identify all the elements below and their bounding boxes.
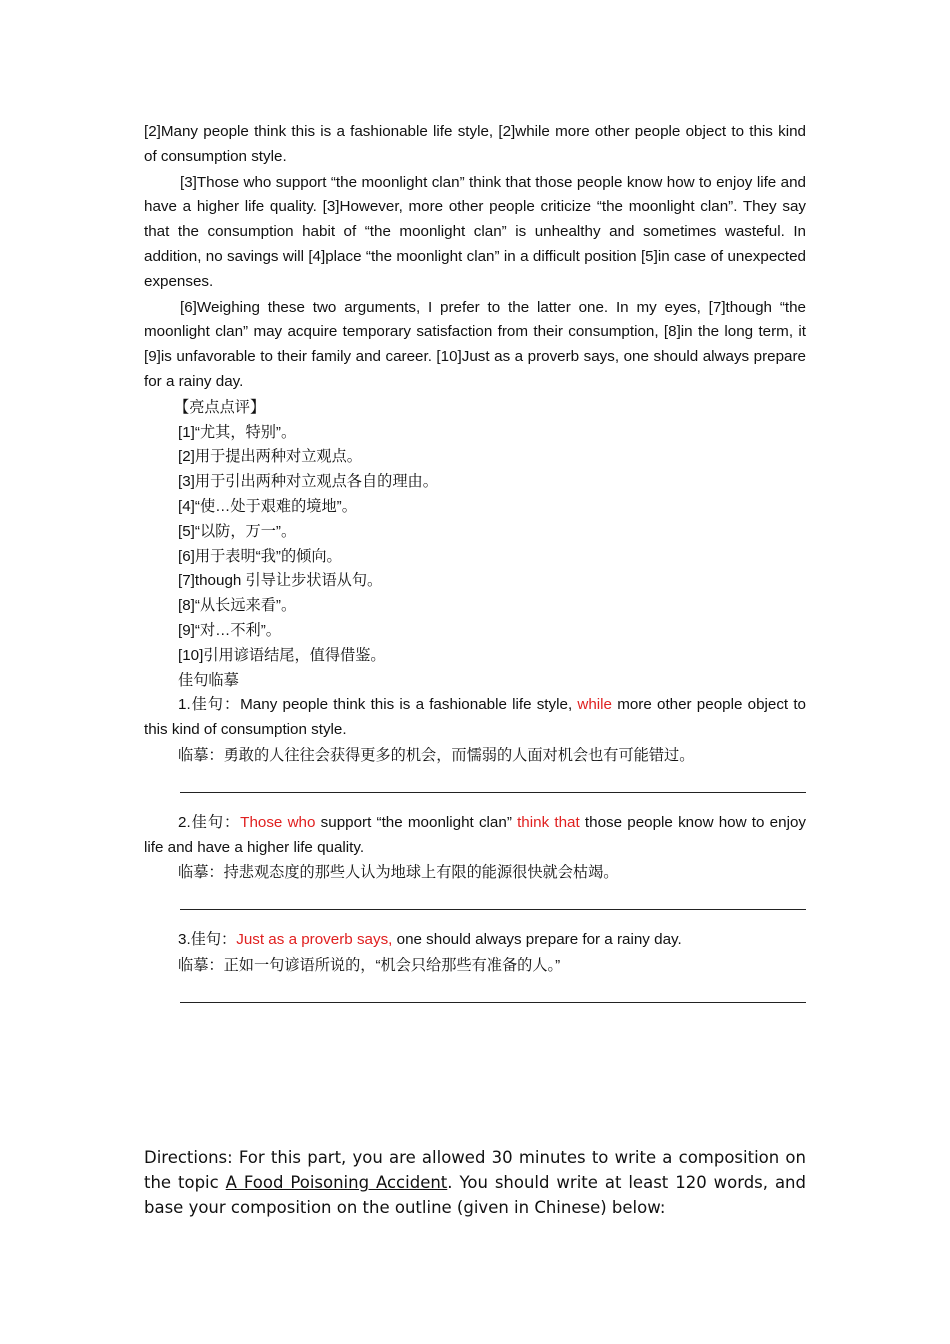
directions-text: . You should write at least 120 words, and base your composition on the outline (given in Chinese) below:: [144, 1173, 806, 1217]
imitation-prompt-1: 临摹：勇敢的人往往会获得更多的机会，而懦弱的人面对机会也有可能错过。: [178, 746, 695, 764]
highlight-item: [6]用于表明“我”的倾向。: [178, 547, 342, 565]
paragraph-2: [2]Many people think this is a fashionable life style, [2]while more other people object to this kind of consumption style.: [144, 123, 806, 165]
highlight-phrase: Those who: [240, 813, 316, 831]
highlight-phrase: Just as a proverb says,: [236, 931, 393, 949]
answer-line-2[interactable]: [180, 886, 806, 910]
sentence-text: one should always prepare for a rainy day.: [392, 931, 682, 949]
highlights-section: [144, 396, 806, 669]
highlight-item: [10]引用谚语结尾，值得借鉴。: [178, 646, 386, 664]
sentence-text: those people know how to enjoy life and have a higher life quality.: [144, 813, 806, 856]
sentence-prefix: 1.佳句：: [178, 696, 241, 714]
composition-topic: A Food Poisoning Accident: [225, 1173, 448, 1192]
highlight-phrase: think that: [517, 813, 580, 831]
highlight-item: [3]用于引出两种对立观点各自的理由。: [178, 473, 438, 491]
highlight-item: [8]“从长远来看”。: [178, 597, 297, 615]
highlight-item: [7]though 引导让步状语从句。: [178, 572, 383, 590]
practice-section: [144, 669, 806, 1003]
highlight-item: [9]“对…不利”。: [178, 621, 281, 639]
sentence-text: support “the moonlight clan”: [315, 813, 518, 831]
sentence-prefix: 2.佳句：: [178, 813, 241, 831]
sentence-text: more other people object to this kind of consumption style.: [144, 696, 807, 739]
highlight-item: [2]用于提出两种对立观点。: [178, 448, 362, 466]
answer-line-1[interactable]: [180, 769, 806, 793]
practice-title: 佳句临摹: [178, 671, 239, 689]
highlights-title: 【亮点点评】: [174, 398, 266, 416]
answer-line-3[interactable]: [180, 979, 806, 1003]
paragraph-6: [6]Weighing these two arguments, I prefer to the latter one. In my eyes, [7]though “the moonlight clan” may acquire temporary satisfaction from their consumption, [8]in the long term, it [9]is unfavorable to their family and career. [10]Just as a proverb says, one should always prepare for a rainy day.: [144, 298, 806, 390]
practice-sentence-1: [144, 693, 806, 743]
directions-text: Directions: For this part, you are allowed 30 minutes to write a composition on the topic: [144, 1148, 806, 1192]
practice-sentence-3: [144, 928, 806, 953]
sentence-prefix: 3.佳句：: [178, 931, 237, 949]
practice-sentence-2: [144, 811, 806, 861]
sentence-text: Many people think this is a fashionable life style,: [240, 696, 578, 714]
paragraph-3: [3]Those who support “the moonlight clan” think that those people know how to enjoy life and have a higher life quality. [3]However, more other people criticize “the moonlight clan”. They say that the consumption habit of “the moonlight clan” is unhealthy and sometimes wasteful. In addition, no savings will [4]place “the moonlight clan” in a difficult position [5]in case of unexpected expenses.: [144, 173, 806, 290]
highlight-item: [4]“使…处于艰难的境地”。: [178, 497, 357, 515]
highlight-item: [5]“以防，万一”。: [178, 522, 297, 540]
imitation-prompt-2: 临摹：持悲观态度的那些人认为地球上有限的能源很快就会枯竭。: [178, 864, 619, 882]
highlight-item: [1]“尤其，特别”。: [178, 423, 297, 441]
document-body: [144, 120, 806, 1003]
imitation-prompt-3: 临摹：正如一句谚语所说的，“机会只给那些有准备的人。”: [178, 956, 561, 974]
directions-paragraph: [144, 1145, 806, 1220]
highlight-phrase: while: [577, 696, 612, 714]
